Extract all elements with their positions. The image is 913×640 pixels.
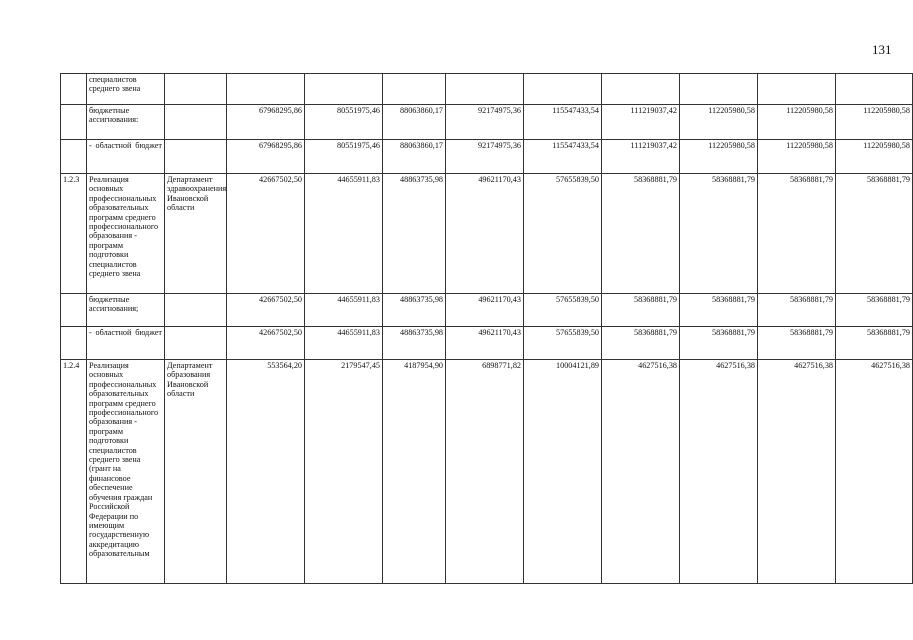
row-index <box>61 327 87 360</box>
row-index <box>61 74 87 105</box>
value-cell: 112205980,58 <box>680 105 758 140</box>
value-cell <box>680 74 758 105</box>
value-cell: 58368881,79 <box>758 294 836 327</box>
value-cell: 58368881,79 <box>680 327 758 360</box>
value-cell: 58368881,79 <box>680 294 758 327</box>
row-name: бюджетные ассигнования: <box>87 105 165 140</box>
table-row <box>61 105 913 140</box>
row-executor <box>165 74 227 105</box>
value-cell <box>524 74 602 105</box>
row-name: - областной бюджет <box>87 327 165 360</box>
value-cell <box>602 74 680 105</box>
value-cell: 115547433,54 <box>524 140 602 174</box>
row-name: - областной бюджет <box>87 140 165 174</box>
table-row <box>61 140 913 174</box>
value-cell: 58368881,79 <box>758 174 836 294</box>
value-cell: 4627516,38 <box>758 360 836 584</box>
value-cell: 58368881,79 <box>836 294 913 327</box>
value-cell <box>227 74 305 105</box>
value-cell: 57655839,50 <box>524 327 602 360</box>
value-cell: 48863735,98 <box>383 174 446 294</box>
row-executor <box>165 327 227 360</box>
value-cell: 49621170,43 <box>446 327 524 360</box>
value-cell: 4187954,90 <box>383 360 446 584</box>
value-cell: 10004121,89 <box>524 360 602 584</box>
value-cell: 58368881,79 <box>602 294 680 327</box>
value-cell: 42667502,50 <box>227 294 305 327</box>
row-name: Реализация основных профессиональных образовательных программ среднего профессионального образования - программ подготовки специалистов среднего звена <box>87 174 165 294</box>
value-cell: 49621170,43 <box>446 174 524 294</box>
value-cell: 80551975,46 <box>305 105 383 140</box>
value-cell: 2179547,45 <box>305 360 383 584</box>
value-cell: 6898771,82 <box>446 360 524 584</box>
value-cell: 88063860,17 <box>383 105 446 140</box>
value-cell <box>383 74 446 105</box>
row-name: специалистов среднего звена <box>87 74 165 105</box>
row-index <box>61 140 87 174</box>
value-cell: 58368881,79 <box>680 174 758 294</box>
value-cell: 112205980,58 <box>836 140 913 174</box>
value-cell: 111219037,42 <box>602 105 680 140</box>
value-cell: 49621170,43 <box>446 294 524 327</box>
value-cell: 57655839,50 <box>524 294 602 327</box>
row-name: Реализация основных профессиональных образовательных программ среднего профессионального образования - программ подготовки специалистов среднего звена (грант на финансовое обеспечение обучения граждан Российской Федерации по имеющим государственную аккредитацию образовательным <box>87 360 165 584</box>
value-cell: 57655839,50 <box>524 174 602 294</box>
row-index: 1.2.3 <box>61 174 87 294</box>
row-index: 1.2.4 <box>61 360 87 584</box>
table-row <box>61 360 913 584</box>
value-cell: 48863735,98 <box>383 327 446 360</box>
value-cell: 67968295,86 <box>227 105 305 140</box>
row-executor <box>165 140 227 174</box>
value-cell <box>836 74 913 105</box>
value-cell: 44655911,83 <box>305 174 383 294</box>
row-index <box>61 294 87 327</box>
value-cell: 58368881,79 <box>602 174 680 294</box>
value-cell: 112205980,58 <box>836 105 913 140</box>
value-cell <box>758 74 836 105</box>
value-cell: 4627516,38 <box>602 360 680 584</box>
budget-table <box>60 73 913 584</box>
value-cell: 48863735,98 <box>383 294 446 327</box>
value-cell: 92174975,36 <box>446 105 524 140</box>
value-cell: 88063860,17 <box>383 140 446 174</box>
value-cell: 112205980,58 <box>680 140 758 174</box>
page-number: 131 <box>872 42 892 57</box>
table-row <box>61 327 913 360</box>
value-cell: 42667502,50 <box>227 174 305 294</box>
value-cell <box>446 74 524 105</box>
value-cell <box>305 74 383 105</box>
value-cell: 4627516,38 <box>836 360 913 584</box>
value-cell: 111219037,42 <box>602 140 680 174</box>
value-cell: 42667502,50 <box>227 327 305 360</box>
value-cell: 58368881,79 <box>758 327 836 360</box>
value-cell: 67968295,86 <box>227 140 305 174</box>
value-cell: 80551975,46 <box>305 140 383 174</box>
row-executor <box>165 105 227 140</box>
row-executor: Департамент здравоохранения Ивановской области <box>165 174 227 294</box>
value-cell: 553564,20 <box>227 360 305 584</box>
table-row <box>61 74 913 105</box>
table-row <box>61 294 913 327</box>
row-name: бюджетные ассигнования; <box>87 294 165 327</box>
row-index <box>61 105 87 140</box>
value-cell: 58368881,79 <box>602 327 680 360</box>
value-cell: 112205980,58 <box>758 105 836 140</box>
value-cell: 44655911,83 <box>305 327 383 360</box>
row-executor: Департамент образования Ивановской области <box>165 360 227 584</box>
table-row <box>61 174 913 294</box>
value-cell: 44655911,83 <box>305 294 383 327</box>
value-cell: 58368881,79 <box>836 174 913 294</box>
value-cell: 92174975,36 <box>446 140 524 174</box>
value-cell: 4627516,38 <box>680 360 758 584</box>
value-cell: 58368881,79 <box>836 327 913 360</box>
row-executor <box>165 294 227 327</box>
value-cell: 112205980,58 <box>758 140 836 174</box>
value-cell: 115547433,54 <box>524 105 602 140</box>
